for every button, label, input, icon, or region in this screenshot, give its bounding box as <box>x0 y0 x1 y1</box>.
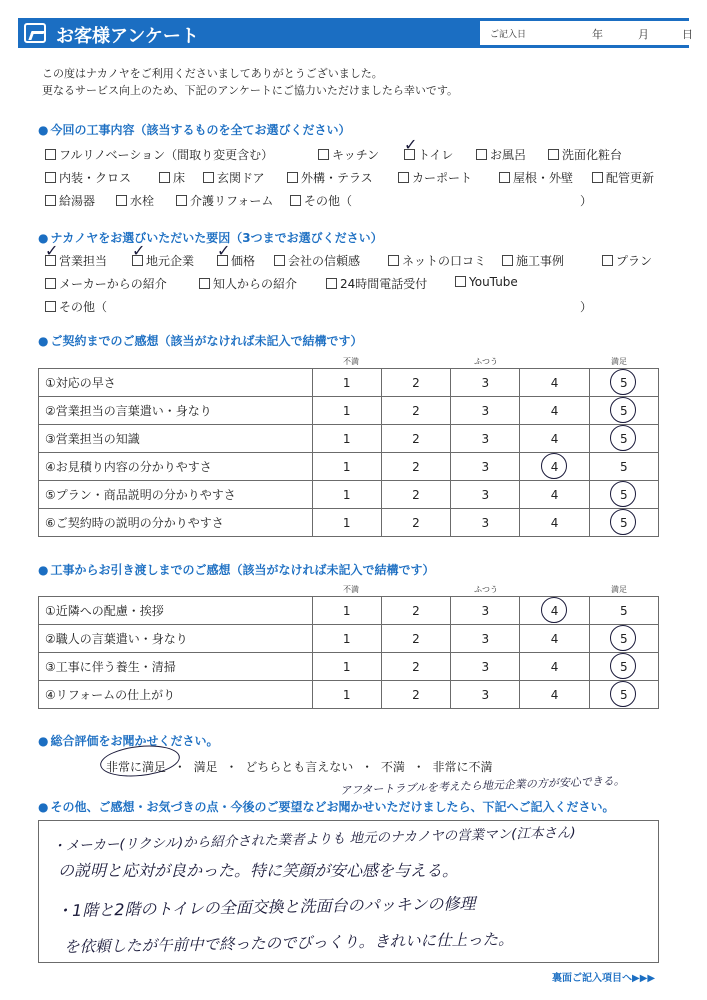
work-option-entrance-door[interactable]: 玄関ドア <box>203 169 265 186</box>
contract-rating-option[interactable]: 2 <box>381 509 450 537</box>
reason-option-maker-referral[interactable]: メーカーからの紹介 <box>45 275 167 292</box>
intro-line-2: 更なるサービス向上のため、下記のアンケートにご協力いただけましたら幸いです。 <box>42 84 459 97</box>
contract-question: ⑤プラン・商品説明の分かりやすさ <box>39 481 313 509</box>
contract-rating-option[interactable]: 1 <box>312 369 381 397</box>
work-option-water-heater[interactable]: 給湯器 <box>45 192 95 209</box>
work-option-exterior[interactable]: 外構・テラス <box>287 169 373 186</box>
contract-rating-option[interactable]: 1 <box>312 481 381 509</box>
handover-question: ④リフォームの仕上がり <box>39 681 313 709</box>
reason-option-friend-referral[interactable]: 知人からの紹介 <box>199 275 297 292</box>
handwritten-note-top: アフタートラブルを考えたら地元企業の方が安心できる。 <box>339 774 625 798</box>
handover-rating-option[interactable]: 3 <box>451 597 520 625</box>
comments-section-title: ● その他、ご感想・お気づきの点・今後のご要望などお聞かせいただけましたら、下記へご記入ください。 <box>38 798 615 815</box>
handwritten-line-2: の説明と応対が良かった。特に笑顔が安心感を与える。 <box>58 861 459 880</box>
handover-row <box>39 653 659 681</box>
work-option-care-reform[interactable]: 介護リフォーム <box>176 192 273 209</box>
contract-rating-option[interactable]: 4 <box>520 369 589 397</box>
handover-question: ②職人の言葉遣い・身なり <box>39 625 313 653</box>
scale-label-satisfied: 満足 <box>611 357 627 366</box>
contract-rating-option[interactable]: 1 <box>312 509 381 537</box>
reason-option-cases[interactable]: 施工事例 <box>502 252 564 269</box>
contract-section-title: ● ご契約までのご感想（該当がなければ未記入で結構です） <box>38 332 363 349</box>
contract-rating-option[interactable]: 2 <box>381 397 450 425</box>
contract-rating-option[interactable]: 1 <box>312 453 381 481</box>
reason-option-trust[interactable]: 会社の信頼感 <box>274 252 360 269</box>
contract-rating-option[interactable]: 3 <box>451 425 520 453</box>
date-field[interactable] <box>480 21 704 45</box>
handwritten-line-4: を依頼したが午前中で終ったのでびっくり。きれいに仕上った。 <box>63 930 514 957</box>
rating-selection-circle <box>610 397 636 423</box>
contract-rating-option[interactable]: 5 <box>589 453 658 481</box>
work-option-vanity[interactable]: 洗面化粧台 <box>548 146 622 163</box>
contract-rating-option[interactable]: 4 <box>520 397 589 425</box>
scale-label-neutral-2: ふつう <box>474 585 498 594</box>
page-title: お客様アンケート <box>56 26 199 47</box>
contract-row <box>39 425 659 453</box>
contract-rating-option[interactable]: 2 <box>381 453 450 481</box>
handover-rating-option[interactable]: 3 <box>451 681 520 709</box>
contract-row <box>39 453 659 481</box>
handover-rating-option[interactable]: 5 <box>589 653 658 681</box>
date-day-label: 日 <box>682 28 693 41</box>
work-section-title: ● 今回の工事内容（該当するものを全てお選びください） <box>38 121 351 138</box>
handover-section-title: ● 工事からお引き渡しまでのご感想（該当がなければ未記入で結構です） <box>38 561 435 578</box>
contract-question: ④お見積り内容の分かりやすさ <box>39 453 313 481</box>
reason-option-24h-phone[interactable]: 24時間電話受付 <box>326 275 427 292</box>
contract-question: ③営業担当の知識 <box>39 425 313 453</box>
work-option-piping[interactable]: 配管更新 <box>592 169 654 186</box>
handover-rating-option[interactable]: 2 <box>381 625 450 653</box>
footer-next-page-link[interactable]: 裏面ご記入項目へ▶▶▶ <box>552 973 656 984</box>
scale-label-dissatisfied-2: 不満 <box>343 585 359 594</box>
reason-section-title: ● ナカノヤをお選びいただいた要因（3つまでお選びください） <box>38 229 383 246</box>
contract-question: ⑥ご契約時の説明の分かりやすさ <box>39 509 313 537</box>
handover-row <box>39 681 659 709</box>
contract-rating-option[interactable]: 5 <box>589 509 658 537</box>
work-option-floor[interactable]: 床 <box>159 169 185 186</box>
rating-selection-circle <box>610 481 636 507</box>
rating-selection-circle <box>610 369 636 395</box>
work-option-carport[interactable]: カーポート <box>398 169 472 186</box>
work-option-other[interactable]: その他（ <box>290 192 352 209</box>
reason-option-youtube[interactable]: YouTube <box>455 275 518 289</box>
rating-selection-circle <box>541 453 567 479</box>
check-mark-local-company: ✓ <box>132 241 146 260</box>
handover-rating-option[interactable]: 4 <box>520 597 589 625</box>
header-bar <box>18 18 693 48</box>
handover-rating-option[interactable]: 1 <box>312 597 381 625</box>
handover-rating-option[interactable]: 3 <box>451 625 520 653</box>
scale-label-satisfied-2: 満足 <box>611 585 627 594</box>
handover-rating-option[interactable]: 4 <box>520 681 589 709</box>
handover-rating-option[interactable]: 1 <box>312 681 381 709</box>
handover-rating-table <box>38 596 659 709</box>
contract-row <box>39 481 659 509</box>
overall-section-title: ● 総合評価をお聞かせください。 <box>38 732 219 749</box>
handover-rating-option[interactable]: 5 <box>589 681 658 709</box>
contract-rating-option[interactable]: 1 <box>312 397 381 425</box>
handover-row <box>39 625 659 653</box>
contract-rating-option[interactable]: 3 <box>451 397 520 425</box>
handover-question: ③工事に伴う養生・清掃 <box>39 653 313 681</box>
contract-rating-option[interactable]: 2 <box>381 369 450 397</box>
contract-rating-option[interactable]: 5 <box>589 369 658 397</box>
handover-rating-option[interactable]: 5 <box>589 625 658 653</box>
contract-rating-option[interactable]: 5 <box>589 481 658 509</box>
work-option-faucet[interactable]: 水栓 <box>116 192 154 209</box>
contract-rating-option[interactable]: 4 <box>520 509 589 537</box>
reason-option-reviews[interactable]: ネットの口コミ <box>388 252 486 269</box>
check-mark-toilet: ✓ <box>404 135 418 154</box>
handover-rating-option[interactable]: 4 <box>520 625 589 653</box>
reason-option-sales-rep[interactable]: 営業担当 <box>45 252 107 269</box>
handover-rating-option[interactable]: 5 <box>589 597 658 625</box>
contract-row <box>39 397 659 425</box>
work-option-bath[interactable]: お風呂 <box>476 146 526 163</box>
work-option-other-close: ） <box>580 194 593 208</box>
scale-label-neutral: ふつう <box>474 357 498 366</box>
check-mark-sales-rep: ✓ <box>45 241 59 260</box>
contract-rating-option[interactable]: 2 <box>381 425 450 453</box>
rating-selection-circle <box>610 425 636 451</box>
rating-selection-circle <box>541 597 567 623</box>
contract-rating-option[interactable]: 5 <box>589 397 658 425</box>
contract-rating-option[interactable]: 2 <box>381 481 450 509</box>
reason-option-local-company[interactable]: 地元企業 <box>132 252 194 269</box>
intro-line-1: この度はナカノヤをご利用くださいましてありがとうございました。 <box>42 67 383 80</box>
handwritten-line-3: ・1階と2階のトイレの全面交換と洗面台のパッキンの修理 <box>55 893 476 921</box>
overall-options[interactable]: 非常に満足 ・ 満足 ・ どちらとも言えない ・ 不満 ・ 非常に不満 <box>106 760 493 774</box>
handover-rating-option[interactable]: 2 <box>381 653 450 681</box>
check-mark-price: ✓ <box>217 241 231 260</box>
handover-row <box>39 597 659 625</box>
date-month-label: 月 <box>638 28 649 41</box>
contract-rating-table <box>38 368 659 537</box>
contract-question: ①対応の早さ <box>39 369 313 397</box>
handover-rating-option[interactable]: 2 <box>381 597 450 625</box>
contract-rating-option[interactable]: 5 <box>589 425 658 453</box>
contract-rating-option[interactable]: 3 <box>451 369 520 397</box>
rating-selection-circle <box>610 681 636 707</box>
work-option-full-renovation[interactable]: フルリノベーション（間取り変更含む） <box>45 146 273 163</box>
handover-rating-option[interactable]: 2 <box>381 681 450 709</box>
contract-rating-option[interactable]: 1 <box>312 425 381 453</box>
handover-rating-option[interactable]: 1 <box>312 653 381 681</box>
contract-rating-option[interactable]: 3 <box>451 509 520 537</box>
contract-question: ②営業担当の言葉遣い・身なり <box>39 397 313 425</box>
date-label: ご記入日 <box>490 30 527 40</box>
rating-selection-circle <box>610 509 636 535</box>
rating-selection-circle <box>610 625 636 651</box>
contract-row <box>39 369 659 397</box>
contract-rating-option[interactable]: 4 <box>520 453 589 481</box>
reason-option-price[interactable]: 価格 <box>217 252 255 269</box>
handover-rating-option[interactable]: 4 <box>520 653 589 681</box>
contract-rating-option[interactable]: 4 <box>520 425 589 453</box>
contract-rating-option[interactable]: 4 <box>520 481 589 509</box>
company-logo-icon <box>24 23 46 43</box>
scale-label-dissatisfied: 不満 <box>343 357 359 366</box>
handover-question: ①近隣への配慮・挨拶 <box>39 597 313 625</box>
contract-rating-option[interactable]: 3 <box>451 453 520 481</box>
handover-rating-option[interactable]: 3 <box>451 653 520 681</box>
reason-option-other[interactable]: その他（ <box>45 298 107 315</box>
reason-option-other-close: ） <box>580 300 593 314</box>
work-option-roof-wall[interactable]: 屋根・外壁 <box>499 169 573 186</box>
handover-rating-option[interactable]: 1 <box>312 625 381 653</box>
work-option-toilet[interactable]: トイレ <box>404 146 453 163</box>
date-year-label: 年 <box>592 28 603 41</box>
reason-option-plan[interactable]: プラン <box>602 252 652 269</box>
contract-rating-option[interactable]: 3 <box>451 481 520 509</box>
contract-row <box>39 509 659 537</box>
work-option-interior[interactable]: 内装・クロス <box>45 169 131 186</box>
rating-selection-circle <box>610 653 636 679</box>
handwritten-line-1: ・メーカー(リクシル)から紹介された業者よりも 地元のナカノヤの営業マン(江本さん) <box>51 824 576 855</box>
work-option-kitchen[interactable]: キッチン <box>318 146 379 163</box>
